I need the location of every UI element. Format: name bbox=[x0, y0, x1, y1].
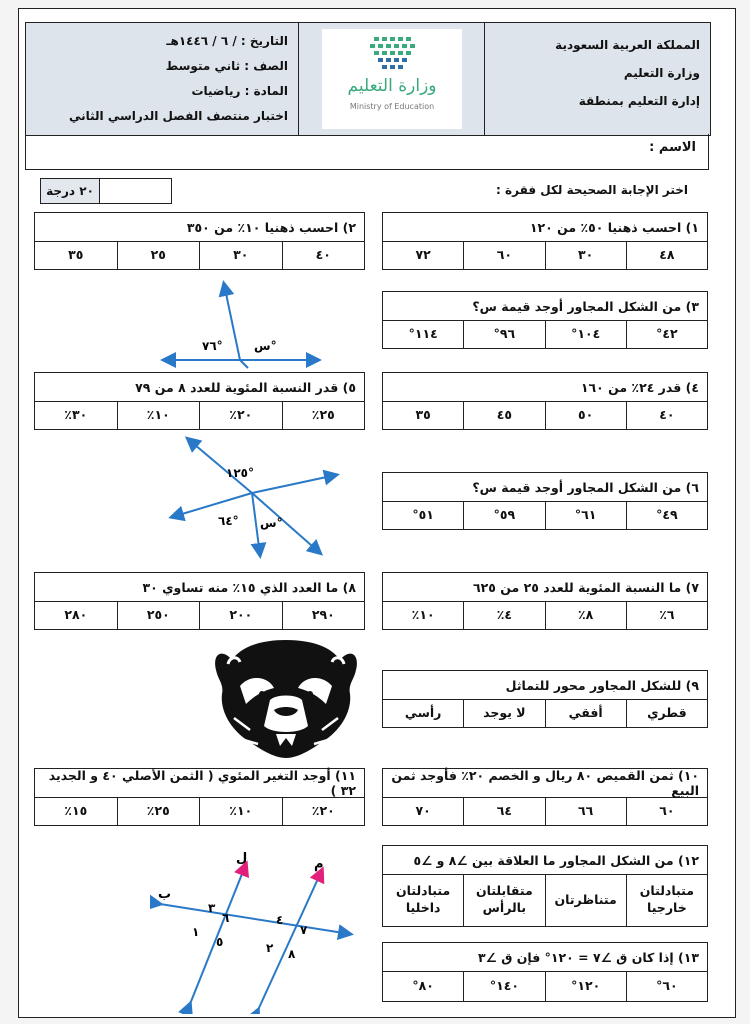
angle-x-label: س° bbox=[260, 516, 283, 530]
option[interactable]: ٦٠ bbox=[463, 242, 544, 269]
option[interactable]: لا يوجد bbox=[463, 700, 544, 727]
grade-box bbox=[40, 178, 172, 204]
option[interactable]: ٢٥٠ bbox=[117, 602, 200, 629]
angle-64-label: ٦٤° bbox=[218, 514, 239, 528]
option[interactable]: ٥٩° bbox=[463, 502, 544, 529]
option[interactable]: ٤٩° bbox=[626, 502, 707, 529]
option[interactable]: ٧٠ bbox=[415, 802, 431, 818]
option[interactable]: ٢٥ bbox=[117, 242, 200, 269]
option[interactable]: ٤٨ bbox=[626, 242, 707, 269]
option[interactable]: قطري bbox=[626, 700, 707, 727]
exam-title: اختبار منتصف الفصل الدراسي الثاني bbox=[69, 109, 288, 123]
option[interactable]: رأسي bbox=[404, 704, 442, 720]
option[interactable]: ١٠٤° bbox=[545, 321, 626, 348]
option[interactable]: ١١٤° bbox=[408, 325, 438, 341]
option[interactable]: ٦٪ bbox=[626, 602, 707, 629]
angle-4-label: ٤ bbox=[276, 913, 284, 927]
question-13 bbox=[382, 942, 708, 1002]
angle-x-label: س° bbox=[254, 339, 277, 353]
region-line: إدارة التعليم بمنطقة bbox=[578, 94, 700, 108]
instruction: اختر الإجابة الصحيحة لكل فقرة : bbox=[496, 183, 688, 197]
option[interactable]: ١٢٠° bbox=[545, 972, 626, 1001]
question-1 bbox=[382, 212, 708, 270]
option[interactable]: ١٠٪ bbox=[411, 606, 435, 622]
logo-arabic: وزارة التعليم bbox=[347, 76, 436, 96]
question-text: ٩) للشكل المجاور محور للتماثل bbox=[383, 671, 707, 700]
question-2 bbox=[34, 212, 365, 270]
option[interactable]: ١٤٠° bbox=[463, 972, 544, 1001]
option[interactable]: ٣٥ bbox=[415, 406, 431, 422]
option[interactable]: ٤٥ bbox=[463, 402, 544, 429]
option[interactable]: ٦٦ bbox=[545, 798, 626, 825]
date-line: التاريخ : / ٦ / ١٤٤٦هـ bbox=[166, 34, 288, 48]
option[interactable]: ٩٦° bbox=[463, 321, 544, 348]
option[interactable]: ٦٠° bbox=[626, 972, 707, 1001]
subject-line: المادة : رياضيات bbox=[191, 84, 288, 98]
question-4 bbox=[382, 372, 708, 430]
exam-info bbox=[26, 23, 298, 135]
option[interactable]: متبادلتان داخليا bbox=[396, 883, 451, 916]
option[interactable]: ٦٤ bbox=[463, 798, 544, 825]
grade-label: ٢٠ درجة bbox=[41, 179, 100, 203]
question-11 bbox=[34, 768, 365, 826]
question-text: ١١) أوجد التغير المئوي ( الثمن الأصلي ٤٠ و الجديد ٣٢ ) bbox=[35, 769, 364, 798]
option[interactable]: ٤٠ bbox=[282, 242, 365, 269]
option[interactable]: ٥١° bbox=[412, 506, 434, 522]
class-line: الصف : ثاني متوسط bbox=[165, 59, 288, 73]
angle-1-label: ١ bbox=[192, 925, 200, 939]
angle-3-label: ٣ bbox=[208, 901, 216, 915]
question-text: ١٢) من الشكل المجاور ما العلاقة بين ∠٨ و ∠٥ bbox=[383, 846, 707, 875]
ministry-line: وزارة التعليم bbox=[623, 66, 700, 80]
option[interactable]: أفقي bbox=[545, 700, 626, 727]
line-l-label: ل bbox=[236, 851, 248, 866]
option[interactable]: ٦٠ bbox=[626, 798, 707, 825]
question-9 bbox=[382, 670, 708, 728]
question-text: ٣) من الشكل المجاور أوجد قيمة س؟ bbox=[383, 292, 707, 321]
option[interactable]: ٢٨٠ bbox=[64, 606, 88, 622]
ministry-logo bbox=[322, 29, 462, 129]
kingdom-line: المملكة العربية السعودية bbox=[555, 38, 700, 52]
option[interactable]: ٨٠° bbox=[412, 977, 434, 993]
question-3 bbox=[382, 291, 708, 349]
figure-angles-2 bbox=[160, 435, 350, 560]
angle-8-label: ٨ bbox=[288, 947, 296, 961]
angle-7-label: ٧ bbox=[300, 923, 308, 937]
question-7 bbox=[382, 572, 708, 630]
option[interactable]: ٨٪ bbox=[545, 602, 626, 629]
question-text: ٤) قدر ٢٤٪ من ١٦٠ bbox=[383, 373, 707, 402]
question-6 bbox=[382, 472, 708, 530]
option[interactable]: ٥٠ bbox=[545, 402, 626, 429]
option[interactable]: ٢٩٠ bbox=[282, 602, 365, 629]
option[interactable]: ٣٠٪ bbox=[64, 406, 88, 422]
angle-76-label: ٧٦° bbox=[202, 339, 223, 353]
question-12 bbox=[382, 845, 708, 927]
option[interactable]: ٤٢° bbox=[626, 321, 707, 348]
logo-english: Ministry of Education bbox=[349, 102, 434, 111]
angle-125-label: ١٢٥° bbox=[226, 466, 254, 480]
question-8 bbox=[34, 572, 365, 630]
question-text: ١٣) إذا كان ق ∠٧ = ١٢٠° فإن ق ∠٣ bbox=[383, 943, 707, 972]
line-b-label: ب bbox=[158, 887, 172, 902]
option[interactable]: متناظرتان bbox=[545, 875, 626, 926]
angle-5-label: ٥ bbox=[216, 935, 224, 949]
figure-parallel-lines bbox=[150, 842, 360, 1014]
option[interactable]: ١٠٪ bbox=[199, 798, 282, 825]
logo-cell bbox=[298, 23, 484, 135]
ministry-info bbox=[484, 23, 710, 135]
question-text: ١٠) ثمن القميص ٨٠ ريال و الخصم ٢٠٪ فأوجد ثمن البيع bbox=[383, 769, 707, 798]
option[interactable]: ٢٠٪ bbox=[282, 798, 365, 825]
name-field[interactable] bbox=[25, 134, 709, 170]
question-5 bbox=[34, 372, 365, 430]
question-10 bbox=[382, 768, 708, 826]
question-text: ٥) قدر النسبة المئوية للعدد ٨ من ٧٩ bbox=[35, 373, 364, 402]
angle-2-label: ٢ bbox=[266, 941, 274, 955]
option[interactable]: ٤٠ bbox=[626, 402, 707, 429]
name-label: الاسم : bbox=[649, 140, 696, 155]
option[interactable]: ٤٪ bbox=[463, 602, 544, 629]
option[interactable]: ٢٥٪ bbox=[117, 798, 200, 825]
question-text: ٨) ما العدد الذي ١٥٪ منه تساوي ٣٠ bbox=[35, 573, 364, 602]
bear-face-figure bbox=[210, 634, 362, 762]
option[interactable]: ٣٠ bbox=[199, 242, 282, 269]
option[interactable]: ١٥٪ bbox=[64, 802, 88, 818]
option[interactable]: متبادلتان خارجيا bbox=[626, 875, 707, 926]
line-m-label: م bbox=[314, 857, 324, 872]
option[interactable]: ٢٠٪ bbox=[199, 402, 282, 429]
option[interactable]: متقابلتان بالرأس bbox=[463, 875, 544, 926]
option[interactable]: ٣٥ bbox=[68, 246, 84, 262]
question-text: ١) احسب ذهنيا ٥٠٪ من ١٢٠ bbox=[383, 213, 707, 242]
option[interactable]: ٣٠ bbox=[545, 242, 626, 269]
figure-angles-1 bbox=[150, 278, 330, 373]
grade-score-field[interactable] bbox=[100, 179, 171, 203]
exam-header bbox=[25, 22, 711, 136]
option[interactable]: ٢٥٪ bbox=[282, 402, 365, 429]
angle-6-label: ٦ bbox=[222, 911, 230, 925]
question-text: ٧) ما النسبة المئوية للعدد ٢٥ من ٦٢٥ bbox=[383, 573, 707, 602]
option[interactable]: ١٠٪ bbox=[117, 402, 200, 429]
question-text: ٦) من الشكل المجاور أوجد قيمة س؟ bbox=[383, 473, 707, 502]
option[interactable]: ٦١° bbox=[545, 502, 626, 529]
option[interactable]: ٧٢ bbox=[415, 246, 431, 262]
question-text: ٢) احسب ذهنيا ١٠٪ من ٣٥٠ bbox=[35, 213, 364, 242]
option[interactable]: ٢٠٠ bbox=[199, 602, 282, 629]
